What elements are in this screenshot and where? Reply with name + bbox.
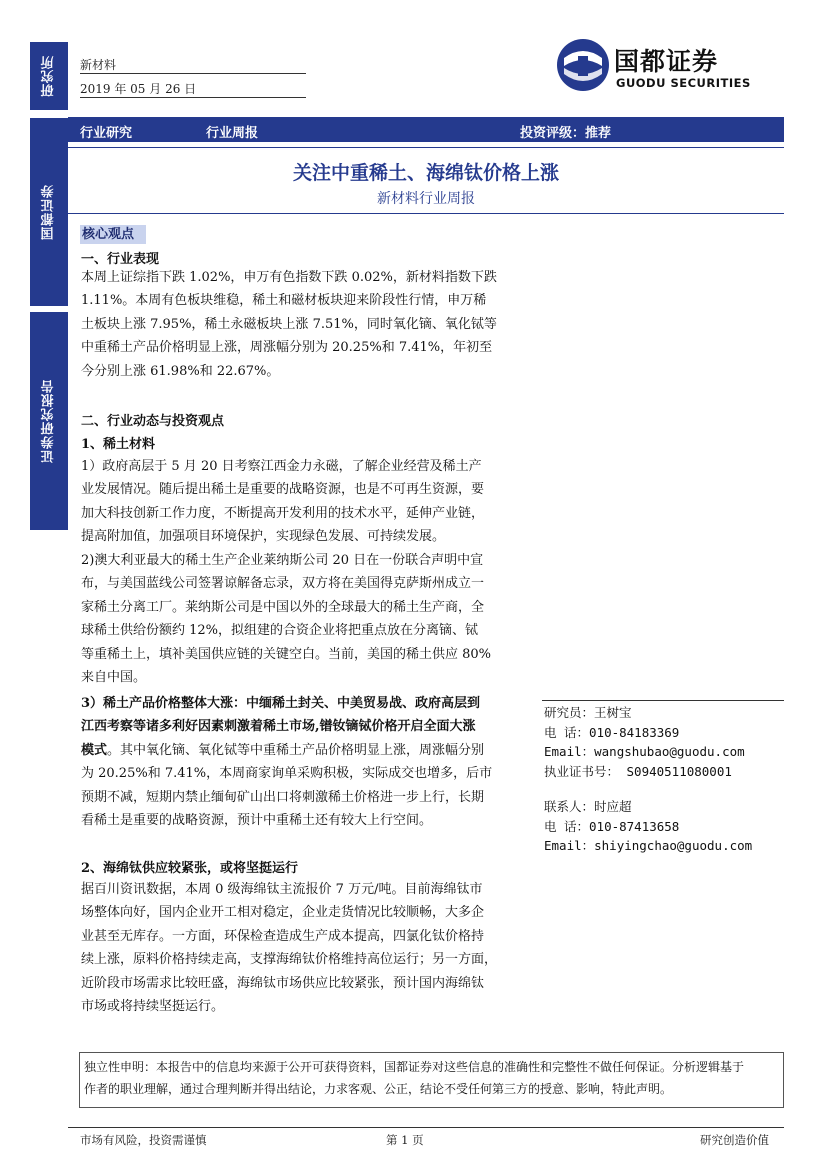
section1-heading: 一、行业表现 [81,252,160,267]
footer-risk-warning: 市场有风险，投资需谨慎 [80,1133,207,1147]
header-category: 新材料 [80,58,117,72]
paragraph-2 [81,549,534,689]
text-bold-fragment: 模式 [81,742,108,758]
text-line: 等重稀土上，填补美国供应链的关键空白。当前，美国的稀土供应 80% [81,646,492,662]
contact-person [544,797,752,856]
logo-mark-icon [556,38,610,92]
section2-heading: 二、行业动态与投资观点 [81,414,225,429]
text-line: 为 20.25%和 7.41%，本周商家询单采购积极，实际成交也增多，后市 [81,766,493,782]
text-line: 据百川资讯数据，本周 0 级海绵钛主流报价 7 万元/吨。目前海绵钛市 [81,882,483,897]
header-date: 2019 年 05 月 26 日 [80,82,197,96]
paragraph-1 [81,455,534,549]
text-line: 业发展情况。随后提出稀土是重要的战略资源，也是不可再生资源，要 [81,482,485,498]
report-subtitle: 新材料行业周报 [377,191,475,207]
sidebar-label-company: 国都证券 [30,118,68,306]
logo-text-cn: 国都证券 [614,47,719,76]
sidebar-label-institute: 研究所 [30,42,68,110]
title-bottom-divider [68,213,784,214]
contacts-divider [542,700,784,701]
analyst-phone: 电 话：010-84183369 [544,724,680,740]
report-type: 行业研究 [80,126,133,141]
sidebar-label-report: 证券研究报告 [30,312,68,530]
paragraph-4 [81,878,534,1018]
section2-sub1-heading: 1、稀土材料 [81,437,156,452]
core-viewpoint-tag: 核心观点 [80,225,146,244]
text-line: 市场或将持续坚挺运行。 [81,999,225,1015]
text-line: 布，与美国蓝线公司签署谅解备忘录，双方将在美国得克萨斯州成立一 [81,576,485,592]
contact-email: Email：shiyingchao@guodu.com [544,838,753,853]
investment-rating: 投资评级：推荐 [520,126,612,141]
text-line: 2)澳大利亚最大的稀土生产企业莱纳斯公司 20 日在一份联合声明中宣 [81,553,484,568]
text-line-bold: 江西考察等诸多利好因素刺激着稀土市场,镨钕镝铽价格开启全面大涨 [81,719,476,735]
text-line: 看稀土是重要的战略资源，预计中重稀土还有较大上行空间。 [81,813,433,829]
text-line: 家稀土分离工厂。莱纳斯公司是中国以外的全球最大的稀土生产商，全 [81,599,485,615]
paragraph-3 [81,692,534,832]
text-line: 业甚至无库存。一方面，环保检查造成生产成本提高，四氯化钛价格持 [81,928,485,944]
report-title: 关注中重稀土、海绵钛价格上涨 [292,162,559,184]
text-line: 本周上证综指下跌 1.02%，申万有色指数下跌 0.02%，新材料指数下跌 [81,270,497,285]
disclaimer-line: 独立性申明：本报告中的信息均来源于公开可获得资料，国都证券对这些信息的准确性和完整性不做任何保证。分析逻辑基于 [84,1060,745,1074]
section2-sub2-heading: 2、海绵钛供应较紧张，或将坚挺运行 [81,861,299,876]
analyst-name: 研究员：王树宝 [544,705,632,720]
text-line: 土板块上涨 7.95%，稀土永磁板块上涨 7.51%，同时氧化镝、氧化铽等 [81,316,497,332]
report-info-bar [68,117,784,142]
contact-name: 联系人：时应超 [544,799,632,814]
independence-disclaimer [79,1052,784,1108]
text-line: 续上涨，原料价格持续走高，支撑海绵钛价格维持高位运行；另一方面， [81,952,498,968]
analyst-contacts [544,703,745,781]
text-line: 加大科技创新工作力度，不断提高开发利用的技术水平，延伸产业链， [81,505,485,521]
report-subtype: 行业周报 [206,126,259,141]
footer-slogan: 研究创造价值 [700,1133,769,1147]
text-line: 1.11%。本周有色板块维稳，稀土和磁材板块迎来阶段性行情，申万稀 [81,293,487,309]
page-number: 第 1 页 [386,1133,424,1147]
disclaimer-line: 作者的职业理解，通过合理判断并得出结论，力求客观、公正，结论不受任何第三方的授意、影响，特此声明。 [84,1082,673,1096]
text-line: 中重稀土产品价格明显上涨，周涨幅分别为 20.25%和 7.41%，年初至 [81,340,493,356]
header-divider-1 [80,73,306,74]
contact-phone: 电 话：010-87413658 [544,818,680,834]
text-line: 提高附加值，加强项目环境保护，实现绿色发展、可持续发展。 [81,529,446,545]
title-divider [68,147,784,148]
text-line-bold: 3）稀土产品价格整体大涨：中缅稀土封关、中美贸易战、政府高层到 [81,696,481,711]
text-line: 场整体向好，国内企业开工相对稳定，企业走货情况比较顺畅，大多企 [81,905,485,921]
analyst-email: Email：wangshubao@guodu.com [544,744,745,759]
logo-text-en: GUODU SECURITIES [616,76,751,90]
text-line: 今分别上涨 61.98%和 22.67%。 [81,363,280,379]
text-line: 来自中国。 [81,670,147,686]
company-logo [556,38,610,92]
footer-divider [68,1127,784,1128]
text-line: 预期不减，短期内禁止缅甸矿山出口将刺激稀土价格进一步上行，长期 [81,789,485,805]
text-fragment: 。其中氧化镝、氧化铽等中重稀土产品价格明显上涨，周涨幅分别 [107,742,485,758]
text-line: 1）政府高层于 5 月 20 日考察江西金力永磁，了解企业经营及稀土产 [81,459,482,474]
header-divider-2 [80,97,306,98]
section1-body [81,266,534,383]
text-line: 球稀土供给份额约 12%，拟组建的合资企业将把重点放在分离镝、铽 [81,623,479,639]
text-line-mixed [81,739,534,762]
text-line: 近阶段市场需求比较旺盛，海绵钛市场供应比较紧张，预计国内海绵钛 [81,975,485,991]
analyst-license: 执业证书号： S0940511080001 [544,763,732,779]
